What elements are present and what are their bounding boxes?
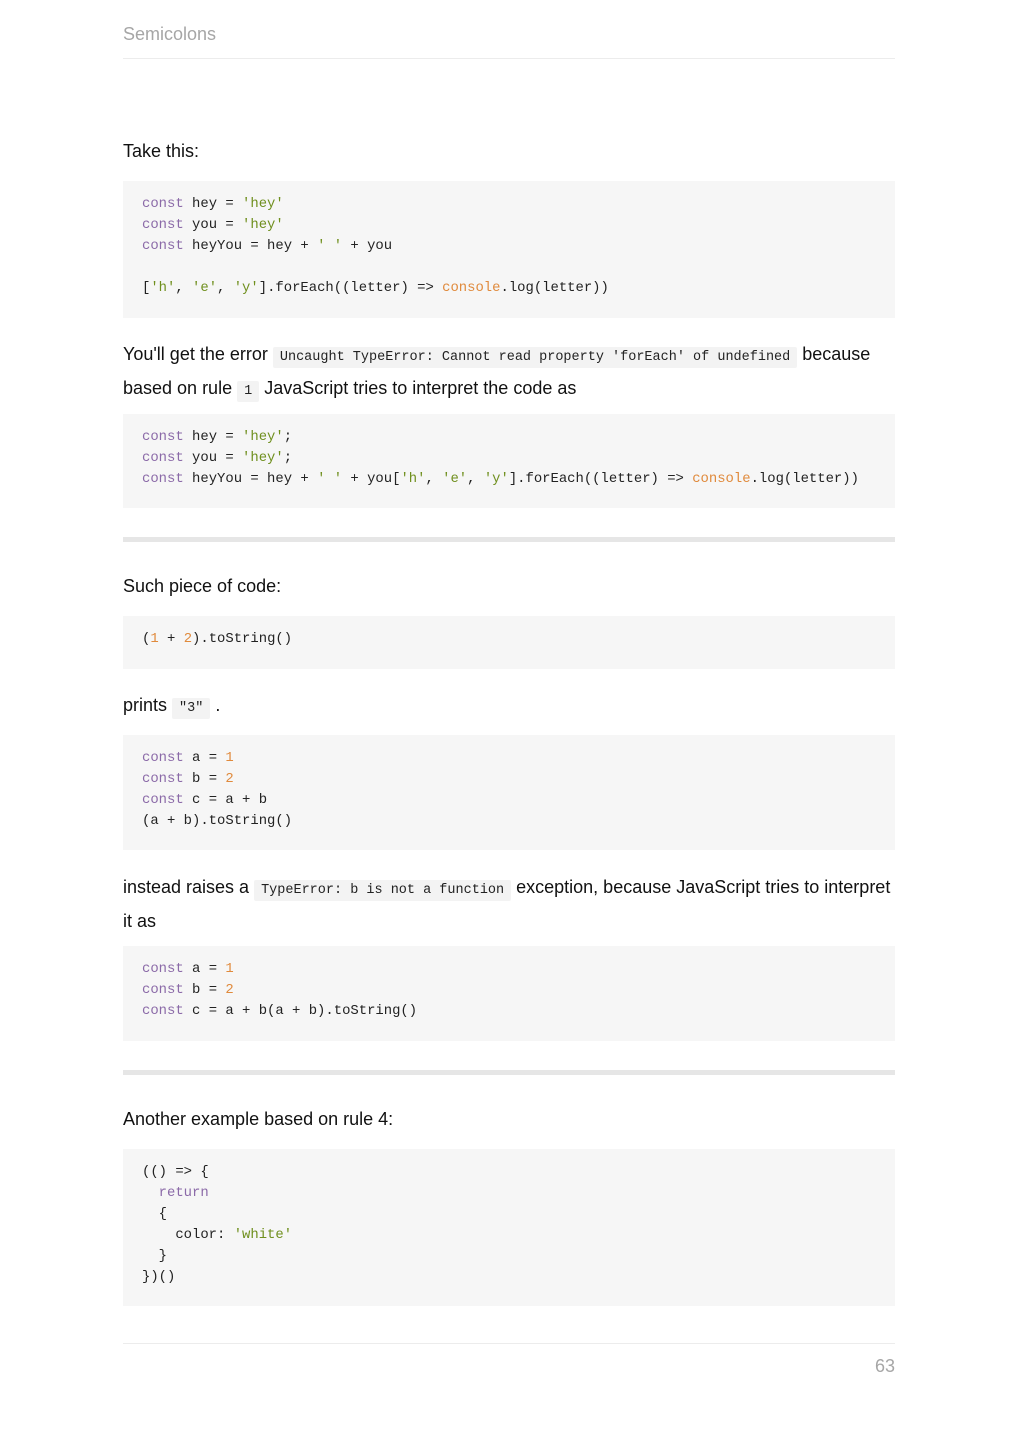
code-token: 1 xyxy=(225,961,234,977)
code-token: 'y' xyxy=(483,471,509,487)
code-token: .log(letter)) xyxy=(500,280,609,296)
code-token: 'h' xyxy=(400,471,426,487)
code-block-1 xyxy=(123,181,895,318)
code-token: 2 xyxy=(225,982,234,998)
code-block-2 xyxy=(123,414,895,508)
header-divider xyxy=(123,58,895,59)
code-token: } xyxy=(142,1248,168,1264)
code-line xyxy=(142,1225,876,1246)
paragraph-text: instead raises a xyxy=(123,877,255,897)
code-line xyxy=(142,278,876,299)
code-token: const xyxy=(142,961,184,977)
code-token xyxy=(142,1185,159,1201)
code-token: ' ' xyxy=(317,471,343,487)
code-token: 2 xyxy=(183,631,193,647)
code-token: 'y' xyxy=(233,280,259,296)
code-token: color: xyxy=(142,1227,234,1243)
paragraph-prints xyxy=(123,690,895,724)
code-token: , xyxy=(217,280,234,296)
code-block-6 xyxy=(123,1149,895,1306)
code-line xyxy=(142,1001,876,1022)
code-token: , xyxy=(425,471,443,487)
code-token: const xyxy=(142,217,184,233)
paragraph-text: You'll get the error xyxy=(123,344,273,364)
code-token: const xyxy=(142,450,184,466)
code-token: 'e' xyxy=(442,471,468,487)
page-number: 63 xyxy=(874,1356,895,1376)
code-token: a = xyxy=(183,750,226,766)
code-token: { xyxy=(142,1206,168,1222)
paragraph-instead-raises xyxy=(123,872,895,936)
code-token: hey = xyxy=(183,429,243,445)
code-token: 'h' xyxy=(150,280,176,296)
code-token: b = xyxy=(183,771,226,787)
code-line xyxy=(142,1267,876,1288)
paragraph-text: . xyxy=(210,695,221,715)
code-token: })() xyxy=(142,1269,176,1285)
code-token: c = a + b xyxy=(183,792,268,808)
code-token: you = xyxy=(183,217,243,233)
code-token: 'hey' xyxy=(242,450,284,466)
code-line xyxy=(142,790,876,811)
code-line xyxy=(142,236,876,257)
code-line xyxy=(142,215,876,236)
paragraph-text: JavaScript tries to interpret the code as xyxy=(259,378,577,398)
code-token: 'white' xyxy=(233,1227,293,1243)
code-line xyxy=(142,194,876,215)
code-token: ).toString() xyxy=(192,631,293,647)
code-token: (a + b).toString() xyxy=(142,813,293,829)
inline-code-output: "3" xyxy=(172,698,210,719)
code-token: 'hey' xyxy=(242,429,284,445)
code-token: 2 xyxy=(225,771,234,787)
code-line xyxy=(142,427,876,448)
code-token: console xyxy=(692,471,751,487)
code-token: 'e' xyxy=(192,280,218,296)
code-token: const xyxy=(142,750,184,766)
code-line xyxy=(142,1162,876,1183)
code-token: hey = xyxy=(183,196,243,212)
code-token: 1 xyxy=(225,750,234,766)
paragraph-another-example: Another example based on rule 4: xyxy=(123,1109,394,1129)
paragraph-text: prints xyxy=(123,695,173,715)
code-token: a = xyxy=(183,961,226,977)
code-token: const xyxy=(142,238,184,254)
inline-code-rule: 1 xyxy=(237,381,259,402)
code-token: (() => { xyxy=(142,1164,209,1180)
code-token: const xyxy=(142,1003,184,1019)
code-block-4 xyxy=(123,735,895,850)
code-token: ' ' xyxy=(317,238,343,254)
code-token: you = xyxy=(183,450,243,466)
code-line xyxy=(142,448,876,469)
code-token: console xyxy=(442,280,501,296)
section-divider xyxy=(123,1070,895,1075)
code-token: , xyxy=(467,471,484,487)
section-divider xyxy=(123,537,895,542)
code-line xyxy=(142,959,876,980)
code-token: 1 xyxy=(150,631,159,647)
code-line xyxy=(142,1183,876,1204)
code-token: ; xyxy=(283,450,293,466)
code-line xyxy=(142,1204,876,1225)
paragraph-such-piece: Such piece of code: xyxy=(123,576,282,596)
code-token: const xyxy=(142,196,184,212)
code-token: heyYou = hey + xyxy=(183,471,318,487)
paragraph-text: exception, because JavaScript tries to interpret it as xyxy=(123,877,891,931)
code-token: return xyxy=(158,1185,209,1201)
code-line xyxy=(142,769,876,790)
code-token: const xyxy=(142,771,184,787)
code-block-3 xyxy=(123,616,895,669)
code-token: 'hey' xyxy=(242,196,284,212)
paragraph-error-explanation xyxy=(123,339,895,407)
code-token: const xyxy=(142,982,184,998)
code-token: c = a + b(a + b).toString() xyxy=(183,1003,418,1019)
code-line xyxy=(142,469,876,490)
code-token: heyYou = hey + xyxy=(183,238,318,254)
code-token: const xyxy=(142,429,184,445)
code-line xyxy=(142,748,876,769)
code-token: ].forEach((letter) => xyxy=(258,280,443,296)
code-token: ( xyxy=(142,631,151,647)
code-token: + you xyxy=(342,238,393,254)
code-token: ; xyxy=(283,429,293,445)
footer-divider xyxy=(123,1343,895,1344)
code-line xyxy=(142,1246,876,1267)
running-header: Semicolons xyxy=(123,24,217,44)
code-token: + you[ xyxy=(342,471,401,487)
code-token: b = xyxy=(183,982,226,998)
code-line xyxy=(142,257,876,278)
code-token: const xyxy=(142,792,184,808)
code-token: const xyxy=(142,471,184,487)
code-block-5 xyxy=(123,946,895,1041)
paragraph-take-this: Take this: xyxy=(123,141,200,161)
inline-code-error: Uncaught TypeError: Cannot read property 'forEach' of undefined xyxy=(273,347,797,368)
code-line xyxy=(142,980,876,1001)
code-token: , xyxy=(175,280,193,296)
code-token: 'hey' xyxy=(242,217,284,233)
code-line xyxy=(142,811,876,832)
code-token: ].forEach((letter) => xyxy=(508,471,693,487)
code-line xyxy=(142,629,876,650)
code-token: [ xyxy=(142,280,151,296)
code-token: .log(letter)) xyxy=(750,471,859,487)
code-token: + xyxy=(158,631,184,647)
book-page xyxy=(123,0,895,1440)
paragraph-text: because based on rule xyxy=(123,344,871,398)
inline-code-typeerror: TypeError: b is not a function xyxy=(254,880,511,901)
